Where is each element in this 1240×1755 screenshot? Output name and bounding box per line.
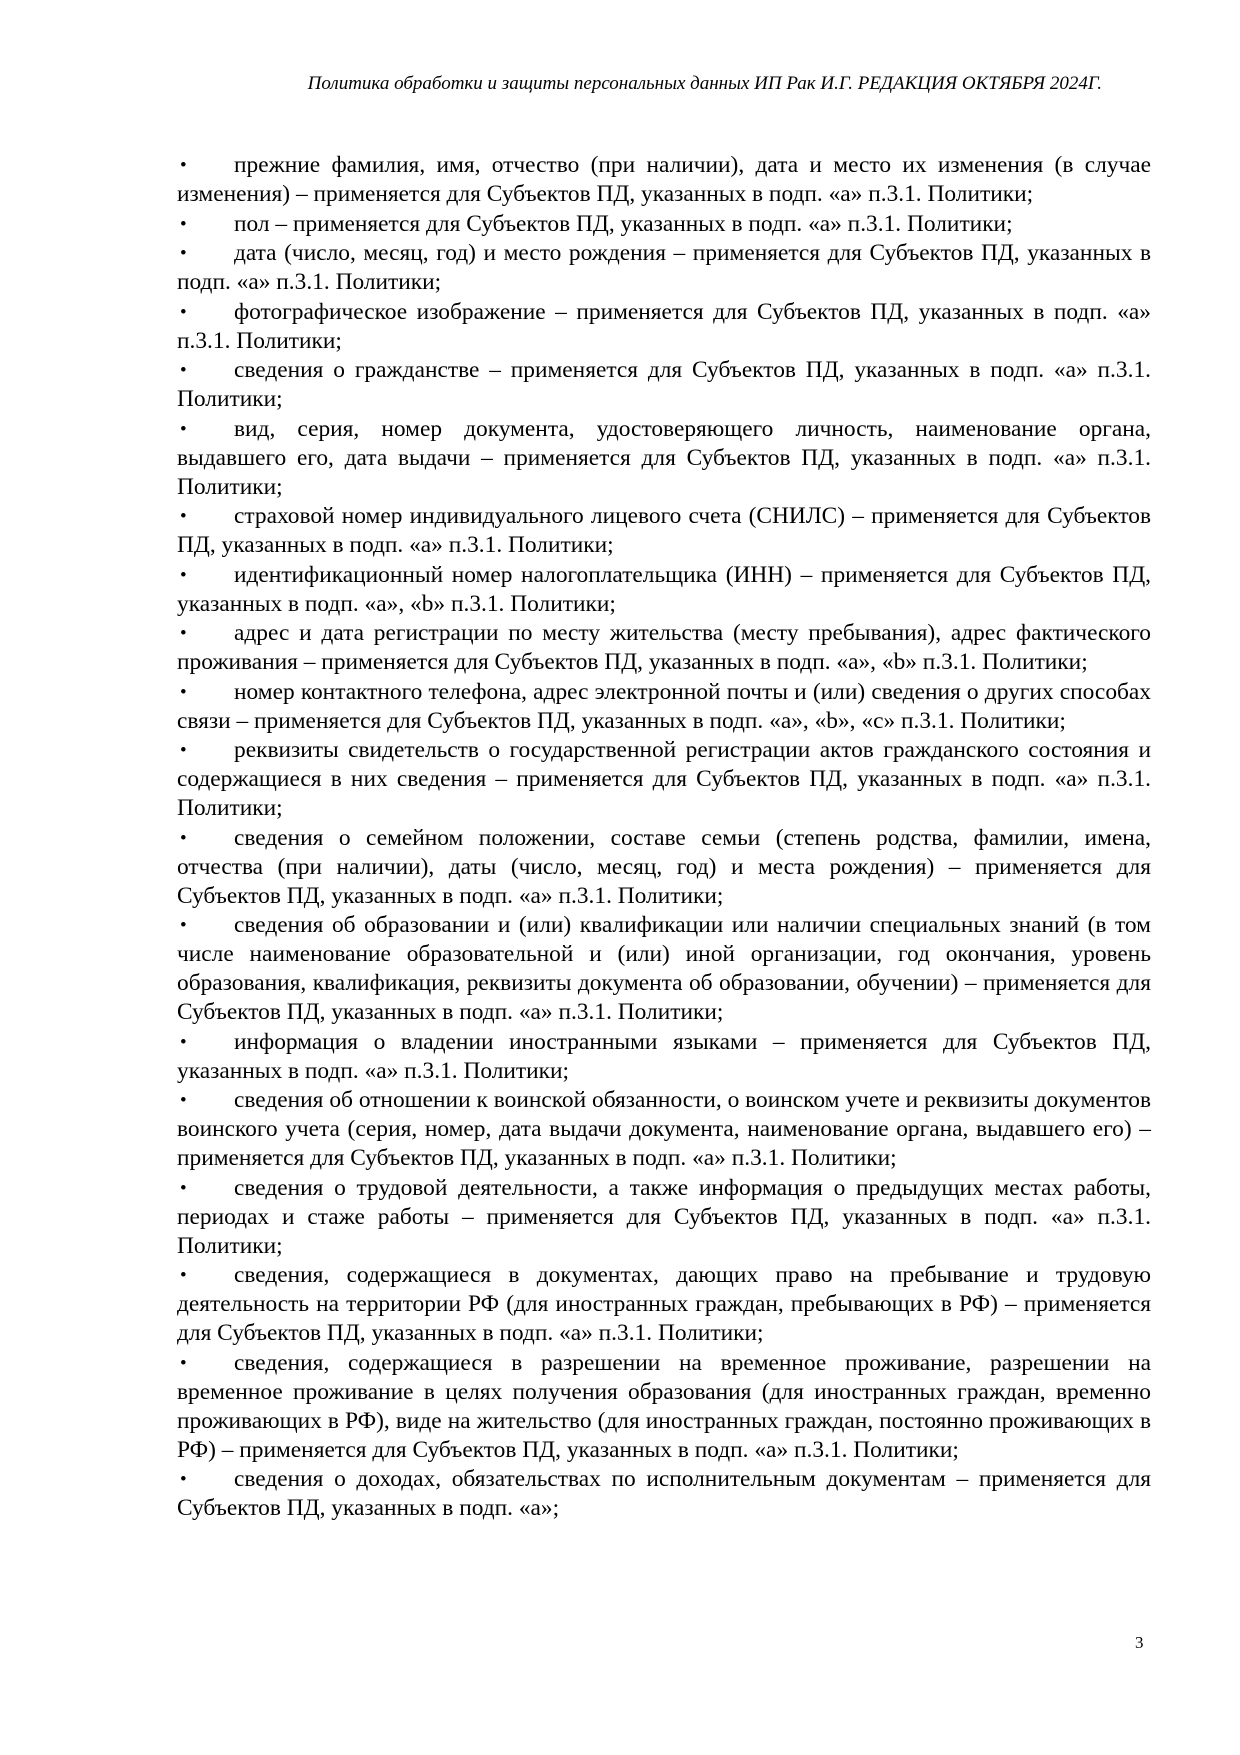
list-item [177,824,1151,911]
list-item [177,298,1151,356]
list-item [177,736,1151,823]
list-item [177,239,1151,297]
bullet-icon: • [180,155,187,176]
list-item [177,1349,1151,1465]
list-item-text: сведения об отношении к воинской обязанности, о воинском учете и реквизиты документов воинского учета (серия, номер, дата выдачи документа, наименование органа, выдавшего его) – применяется для Субъектов ПД, указанных в подп. «a» п.3.1. Политики; [177,1087,1151,1171]
list-item [177,502,1151,560]
bullet-icon: • [180,213,187,235]
list-item-text: сведения, содержащиеся в документах, дающих право на пребывание и трудовую деятельность на территории РФ (для иностранных граждан, пребывающих в РФ) – применяется для Субъектов ПД, указанных в подп. «a» п.3.1. Политики; [177,1262,1151,1346]
bullet-icon: • [180,564,187,586]
bullet-icon: • [180,1265,187,1286]
list-item-text: пол – применяется для Субъектов ПД, указанных в подп. «a» п.3.1. Политики; [234,210,1013,237]
bullet-icon: • [180,1469,187,1490]
list-item-text: информация о владении иностранными языками – применяется для Субъектов ПД, указанных в подп. «a» п.3.1. Политики; [177,1028,1151,1084]
list-item [177,415,1151,502]
list-item-text: сведения о трудовой деятельности, а также информация о предыдущих местах работы, периодах и стаже работы – применяется для Субъектов ПД, указанных в подп. «a» п.3.1. Политики; [177,1174,1151,1259]
list-item [177,210,1151,239]
running-header: Политика обработки и защиты персональных данных ИП Рак И.Г. РЕДАКЦИЯ ОКТЯБРЯ 2024Г. [307,73,1102,94]
bullet-icon: • [180,915,187,936]
bullet-icon: • [180,623,187,644]
list-item-text: дата (число, месяц, год) и место рождения – применяется для Субъектов ПД, указанных в подп. «a» п.3.1. Политики; [177,240,1151,295]
list-item [177,561,1151,619]
list-item [177,1261,1151,1348]
list-item [177,151,1151,209]
bullet-icon: • [180,418,187,440]
list-item [177,911,1151,1027]
bullet-icon: • [180,740,187,761]
bullet-icon: • [180,506,187,527]
list-item-text: сведения об образовании и (или) квалификации или наличии специальных знаний (в том числе наименование образовательной и (или) иной организации, год окончания, уровень образования, квалификация, реквизиты документа об образовании, обучении) – применяется для Субъектов ПД, указанных в подп. «a» п.3.1. Политики; [177,912,1151,1025]
list-item-text: прежние фамилия, имя, отчество (при наличии), дата и место их изменения (в случае изменения) – применяется для Субъектов ПД, указанных в подп. «a» п.3.1. Политики; [177,152,1151,207]
list-item-text: реквизиты свидетельств о государственной регистрации актов гражданского состояния и содержащиеся в них сведения – применяется для Субъектов ПД, указанных в подп. «a» п.3.1. Политики; [177,737,1151,821]
page-number: 3 [1135,1633,1144,1652]
list-item [177,1465,1151,1523]
bullet-icon: • [180,1352,187,1374]
bullet-icon: • [180,243,187,264]
bullet-list [177,151,1151,1524]
list-item-text: сведения о гражданстве – применяется для Субъектов ПД, указанных в подп. «a» п.3.1. Политики; [177,357,1151,412]
list-item-text: вид, серия, номер документа, удостоверяющего личность, наименование органа, выдавшего его, дата выдачи – применяется для Субъектов ПД, указанных в подп. «a» п.3.1. Политики; [177,415,1151,500]
list-item-text: адрес и дата регистрации по месту жительства (месту пребывания), адрес фактического проживания – применяется для Субъектов ПД, указанных в подп. «a», «b» п.3.1. Политики; [177,620,1151,675]
bullet-icon: • [180,301,187,323]
list-item-text: фотографическое изображение – применяется для Субъектов ПД, указанных в подп. «a» п.3.1. Политики; [177,298,1151,354]
list-item [177,678,1151,736]
list-item-text: идентификационный номер налогоплательщика (ИНН) – применяется для Субъектов ПД, указанных в подп. «a», «b» п.3.1. Политики; [177,561,1151,617]
list-item-text: сведения о семейном положении, составе семьи (степень родства, фамилии, имена, отчества (при наличии), даты (число, месяц, год) и места рождения) – применяется для Субъектов ПД, указанных в подп. «a» п.3.1. Политики; [177,824,1151,909]
list-item-text: сведения, содержащиеся в разрешении на временное проживание, разрешении на временное проживание в целях получения образования (для иностранных граждан, временно проживающих в РФ), виде на жительство (для иностранных граждан, постоянно проживающих в РФ) – применяется для Субъектов ПД, указанных в подп. «a» п.3.1. Политики; [177,1349,1151,1463]
list-item-text: страховой номер индивидуального лицевого счета (СНИЛС) – применяется для Субъектов ПД, указанных в подп. «a» п.3.1. Политики; [177,503,1151,558]
bullet-icon: • [180,1090,187,1111]
list-item-text: номер контактного телефона, адрес электронной почты и (или) сведения о других способах связи – применяется для Субъектов ПД, указанных в подп. «a», «b», «c» п.3.1. Политики; [177,678,1151,734]
bullet-icon: • [180,681,187,703]
bullet-icon: • [180,1177,187,1199]
list-item [177,1086,1151,1173]
list-item [177,356,1151,414]
list-item-text: сведения о доходах, обязательствах по исполнительным документам – применяется для Субъектов ПД, указанных в подп. «a»; [177,1466,1151,1521]
list-item [177,619,1151,677]
list-item [177,1174,1151,1261]
bullet-icon: • [180,827,187,849]
bullet-icon: • [180,360,187,381]
bullet-icon: • [180,1031,187,1053]
list-item [177,1028,1151,1086]
